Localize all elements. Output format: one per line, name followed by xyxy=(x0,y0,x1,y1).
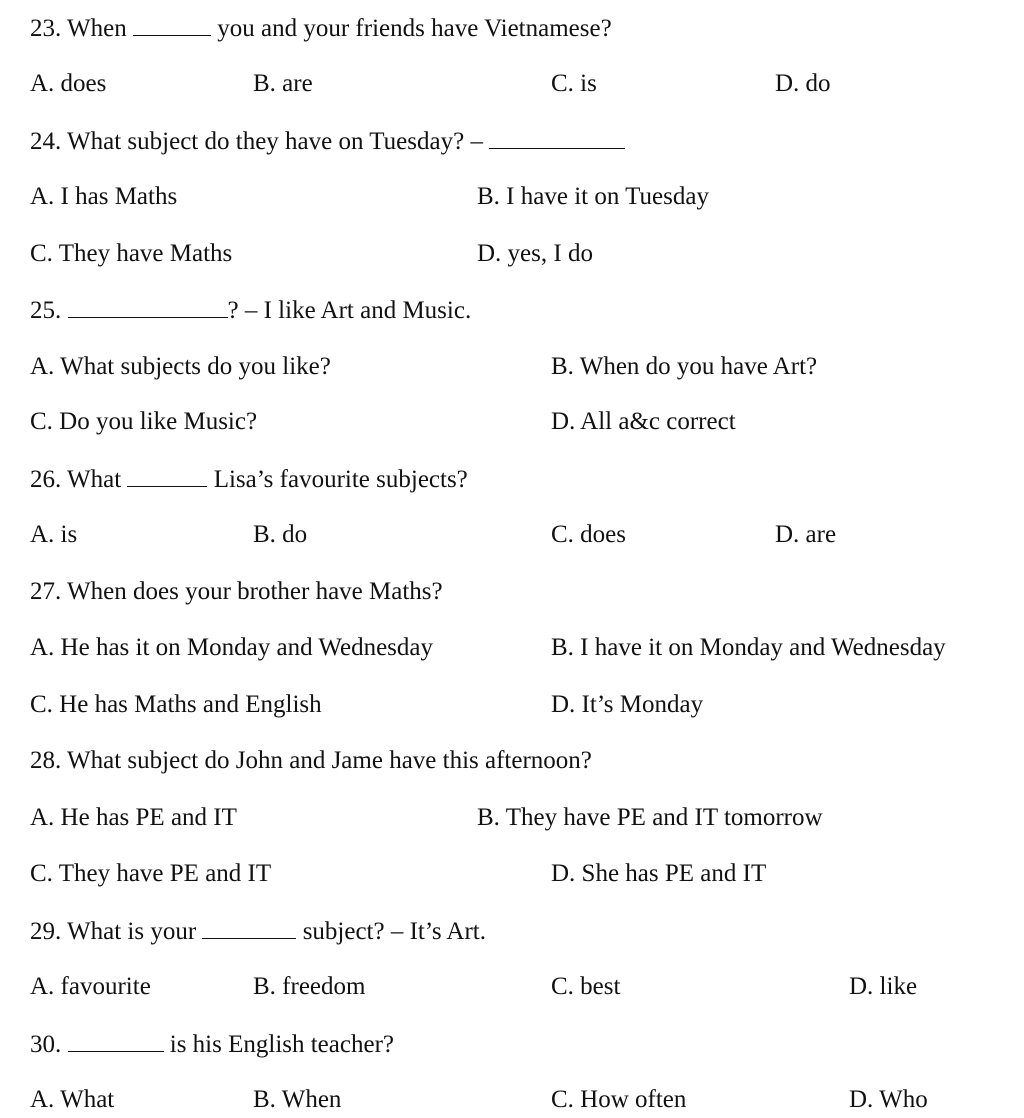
question-25-option-b: B. When do you have Art? xyxy=(551,353,818,380)
answer-blank xyxy=(202,916,296,939)
question-26-stem xyxy=(30,464,468,495)
question-24-stem xyxy=(30,126,625,157)
question-25-option-a: A. What subjects do you like? xyxy=(30,353,331,380)
question-30-text-before: 30. xyxy=(30,1031,68,1058)
question-23-option-b: B. are xyxy=(253,70,313,97)
question-27-option-d: D. It’s Monday xyxy=(551,691,704,718)
question-23-option-c: C. is xyxy=(551,70,597,97)
question-27-stem: 27. When does your brother have Maths? xyxy=(30,578,443,605)
question-24-option-c: C. They have Maths xyxy=(30,240,233,267)
question-28-stem: 28. What subject do John and Jame have this afternoon? xyxy=(30,747,592,774)
question-23-stem xyxy=(30,13,612,44)
question-29-text-before: 29. What is your xyxy=(30,918,203,945)
question-30-option-b: B. When xyxy=(253,1086,342,1113)
question-30-option-a: A. What xyxy=(30,1086,115,1113)
question-26-option-d: D. are xyxy=(775,521,837,548)
question-30-stem xyxy=(30,1029,394,1060)
question-26-option-c: C. does xyxy=(551,521,626,548)
question-29-text-after: subject? – It’s Art. xyxy=(296,918,486,945)
question-28-option-c: C. They have PE and IT xyxy=(30,860,272,887)
question-23-text-after: you and your friends have Vietnamese? xyxy=(211,15,612,42)
question-24-option-d: D. yes, I do xyxy=(477,240,593,267)
question-25-option-d: D. All a&c correct xyxy=(551,408,736,435)
question-27-option-b: B. I have it on Monday and Wednesday xyxy=(551,634,946,661)
question-28-option-a: A. He has PE and IT xyxy=(30,804,237,831)
question-30-text-after: is his English teacher? xyxy=(163,1031,394,1058)
question-25-option-c: C. Do you like Music? xyxy=(30,408,258,435)
answer-blank xyxy=(68,295,228,318)
question-25-text-before: 25. xyxy=(30,297,68,324)
question-23-option-a: A. does xyxy=(30,70,107,97)
question-30-option-c: C. How often xyxy=(551,1086,687,1113)
question-25-text-after: ? – I like Art and Music. xyxy=(227,297,472,324)
question-27-option-c: C. He has Maths and English xyxy=(30,691,322,718)
question-29-option-c: C. best xyxy=(551,973,621,1000)
answer-blank xyxy=(68,1029,164,1052)
question-29-option-a: A. favourite xyxy=(30,973,151,1000)
question-23-option-d: D. do xyxy=(775,70,831,97)
question-26-text-before: 26. What xyxy=(30,466,128,493)
question-26-option-a: A. is xyxy=(30,521,78,548)
question-29-option-b: B. freedom xyxy=(253,973,366,1000)
question-30-option-d: D. Who xyxy=(849,1086,928,1113)
question-27-option-a: A. He has it on Monday and Wednesday xyxy=(30,634,434,661)
question-28-option-b: B. They have PE and IT tomorrow xyxy=(477,804,823,831)
answer-blank xyxy=(489,126,625,149)
answer-blank xyxy=(133,13,211,36)
question-26-option-b: B. do xyxy=(253,521,308,548)
question-24-option-a: A. I has Maths xyxy=(30,183,178,210)
answer-blank xyxy=(127,464,207,487)
question-24-option-b: B. I have it on Tuesday xyxy=(477,183,709,210)
question-23-text-before: 23. When xyxy=(30,15,133,42)
question-29-stem xyxy=(30,916,486,947)
question-24-text-before: 24. What subject do they have on Tuesday? – xyxy=(30,128,490,155)
question-29-option-d: D. like xyxy=(849,973,918,1000)
question-25-stem xyxy=(30,295,471,326)
question-28-option-d: D. She has PE and IT xyxy=(551,860,767,887)
question-26-text-after: Lisa’s favourite subjects? xyxy=(207,466,468,493)
